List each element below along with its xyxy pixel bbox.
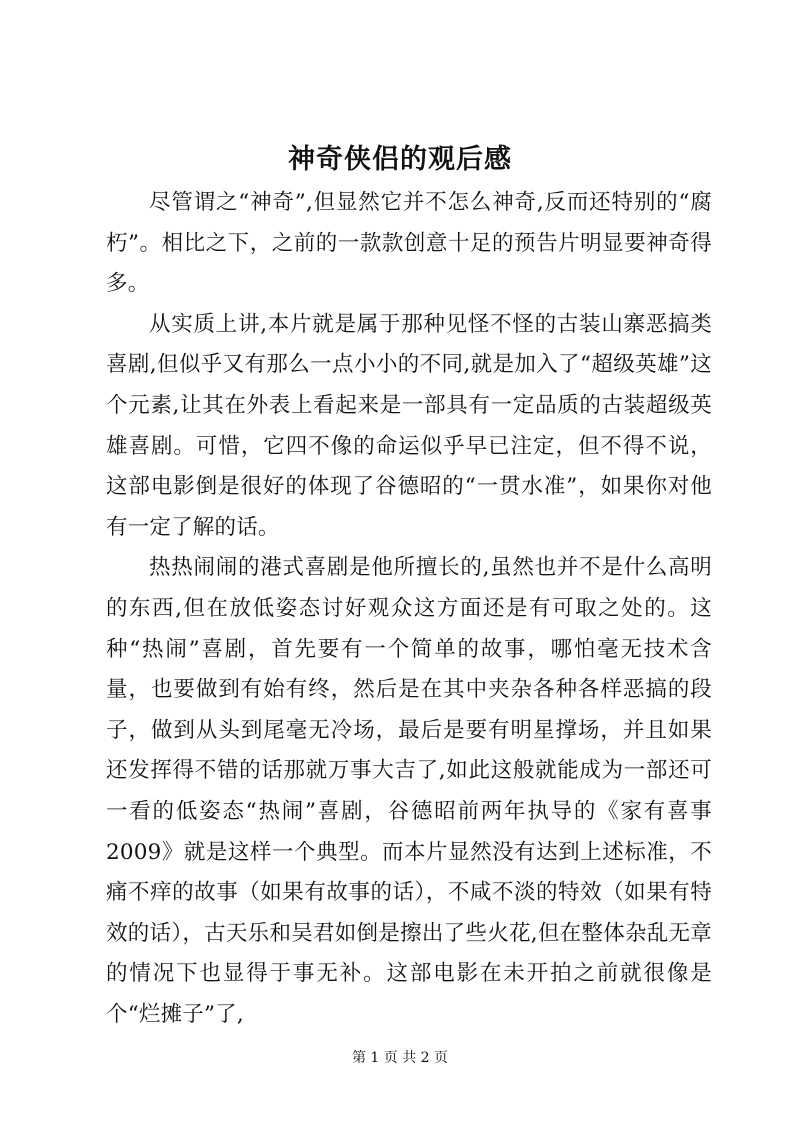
paragraph-1: 尽管谓之“神奇”,但显然它并不怎么神奇,反而还特别的“腐朽”。相比之下，之前的一款款创意十足的预告片明显要神奇得多。	[106, 190, 712, 297]
document-title: 神奇侠侣的观后感	[288, 144, 512, 175]
paragraph-2: 从实质上讲,本片就是属于那种见怪不怪的古装山寨恶搞类喜剧,但似乎又有那么一点小小的不同,就是加入了“超级英雄”这个元素,让其在外表上看起来是一部具有一定品质的古装超级英雄喜剧。可惜，它四不像的命运似乎早已注定，但不得不说，这部电影倒是很好的体现了谷德昭的“一贯水准”，如果你对他有一定了解的话。	[106, 311, 712, 540]
document-body	[106, 183, 712, 1035]
page-number-footer: 第 1 页 共 2 页	[351, 1050, 449, 1066]
paragraph-3: 热热闹闹的港式喜剧是他所擅长的,虽然也并不是什么高明的东西,但在放低姿态讨好观众这方面还是有可取之处的。这种“热闹”喜剧，首先要有一个简单的故事，哪怕毫无技术含量，也要做到有始有终，然后是在其中夹杂各种各样恶搞的段子，做到从头到尾毫无冷场，最后是要有明星撑场，并且如果还发挥得不错的话那就万事大吉了,如此这般就能成为一部还可一看的低姿态“热闹”喜剧，谷德昭前两年执导的《家有喜事2009》就是这样一个典型。而本片显然没有达到上述标准，不痛不痒的故事（如果有故事的话），不咸不淡的特效（如果有特效的话），古天乐和吴君如倒是擦出了些火花,但在整体杂乱无章的情况下也显得于事无补。这部电影在未开拍之前就很像是个“烂摊子”了,	[106, 555, 712, 1027]
